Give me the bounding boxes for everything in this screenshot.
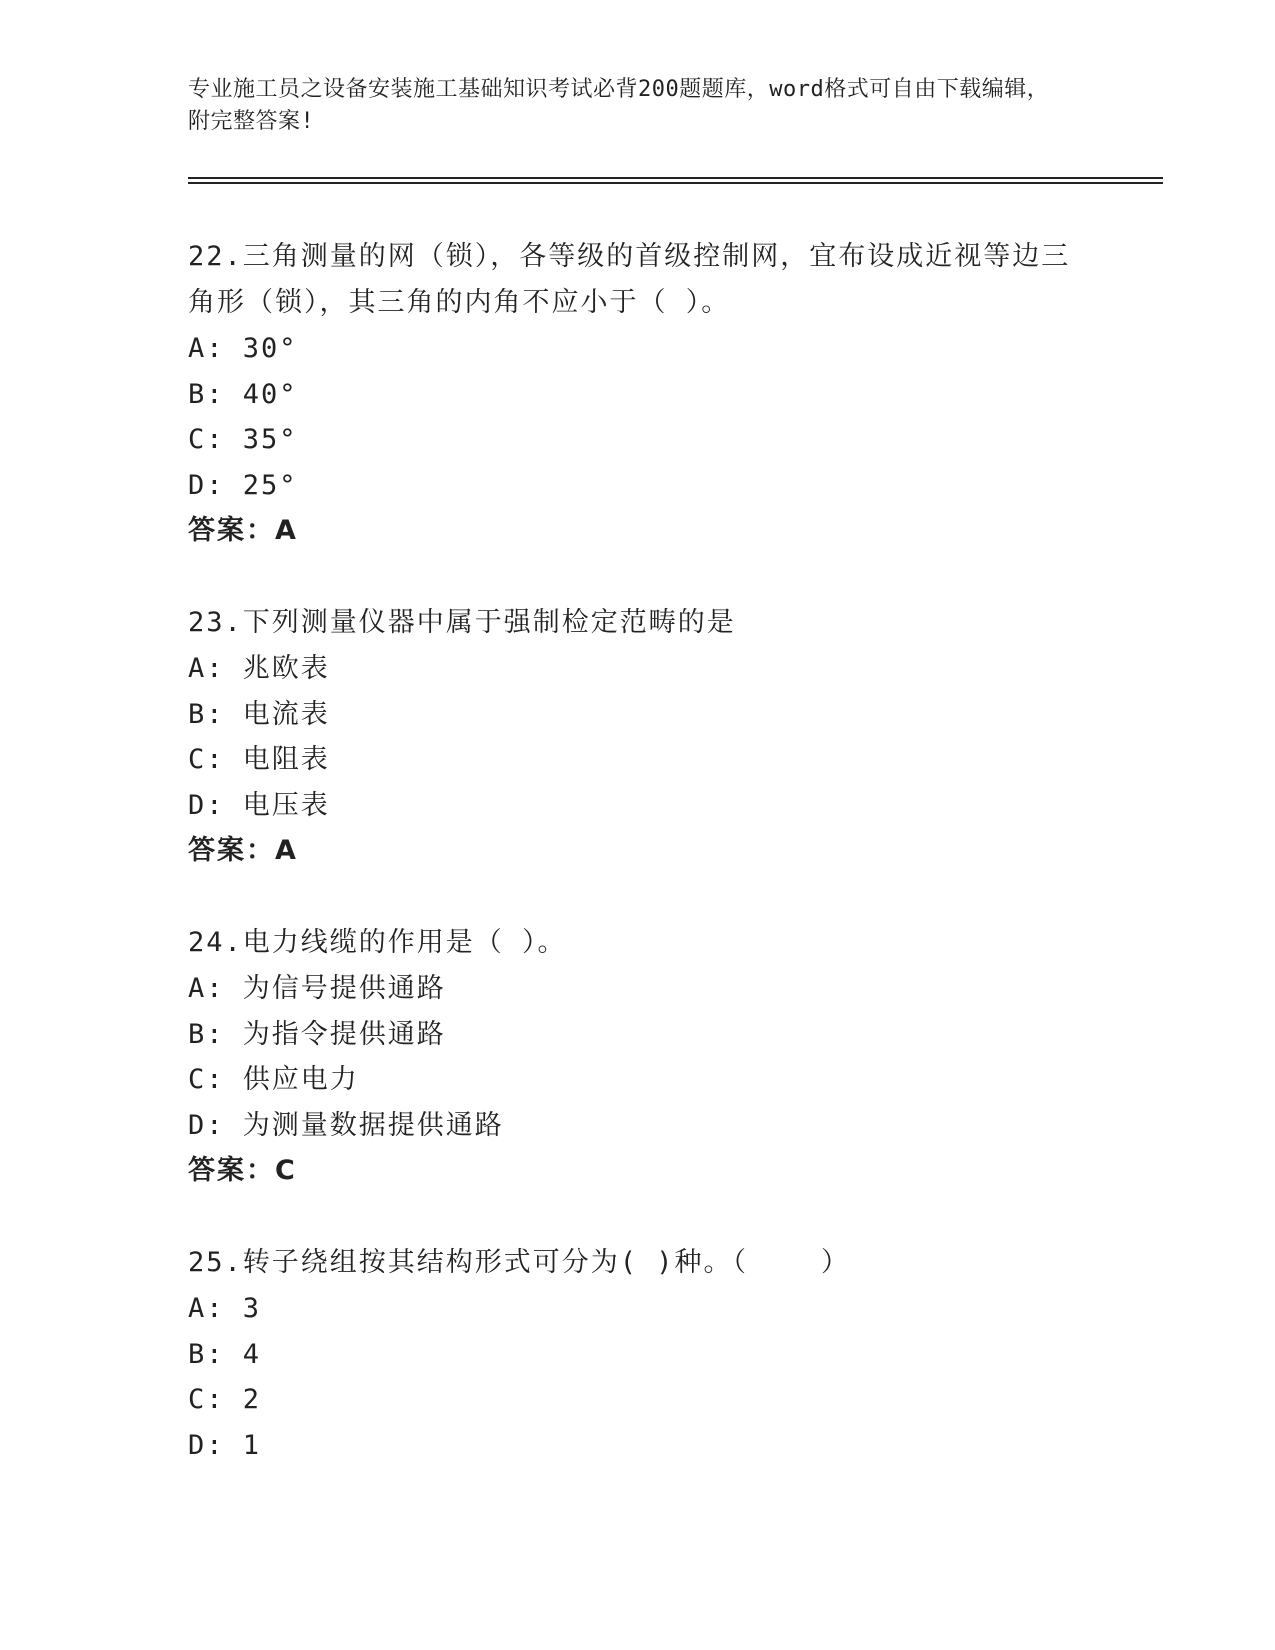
- option-d: D: 1: [188, 1429, 262, 1461]
- question-list: [188, 234, 1088, 1514]
- option-b: B: 4: [188, 1338, 262, 1370]
- document-header: 专业施工员之设备安装施工基础知识考试必背200题题库，word格式可自由下载编辑，附完整答案!: [188, 77, 1050, 134]
- answer-line: 答案：C: [188, 1155, 297, 1186]
- question-23: [188, 600, 1088, 874]
- question-text: 22.三角测量的网（锁），各等级的首级控制网，宜布设成近视等边三角形（锁），其三角的内角不应小于（ ）。: [188, 241, 1071, 318]
- option-c: C: 供应电力: [188, 1064, 359, 1095]
- answer-line: 答案：A: [188, 515, 298, 546]
- option-a: A: 30°: [188, 333, 298, 364]
- option-b: B: 40°: [188, 378, 298, 410]
- question-text: 23.下列测量仪器中属于强制检定范畴的是: [188, 607, 736, 638]
- option-d: D: 电压表: [188, 789, 330, 821]
- option-c: C: 2: [188, 1384, 262, 1415]
- header-divider-bottom: [188, 182, 1163, 184]
- option-d: D: 25°: [188, 469, 298, 501]
- option-c: C: 电阻表: [188, 744, 330, 775]
- option-a: A: 兆欧表: [188, 653, 330, 684]
- option-c: C: 35°: [188, 424, 298, 455]
- answer-line: 答案：A: [188, 835, 298, 866]
- option-a: A: 3: [188, 1293, 262, 1324]
- option-a: A: 为信号提供通路: [188, 973, 446, 1004]
- header-divider-top: [188, 177, 1163, 179]
- question-24: [188, 920, 1088, 1194]
- question-text: 24.电力线缆的作用是（ ）。: [188, 927, 567, 958]
- option-d: D: 为测量数据提供通路: [188, 1109, 504, 1141]
- question-text: 25.转子绕组按其结构形式可分为( )种。（ ）: [188, 1247, 851, 1278]
- option-b: B: 为指令提供通路: [188, 1018, 446, 1050]
- question-25: [188, 1240, 1088, 1468]
- question-22: [188, 234, 1088, 554]
- option-b: B: 电流表: [188, 698, 330, 730]
